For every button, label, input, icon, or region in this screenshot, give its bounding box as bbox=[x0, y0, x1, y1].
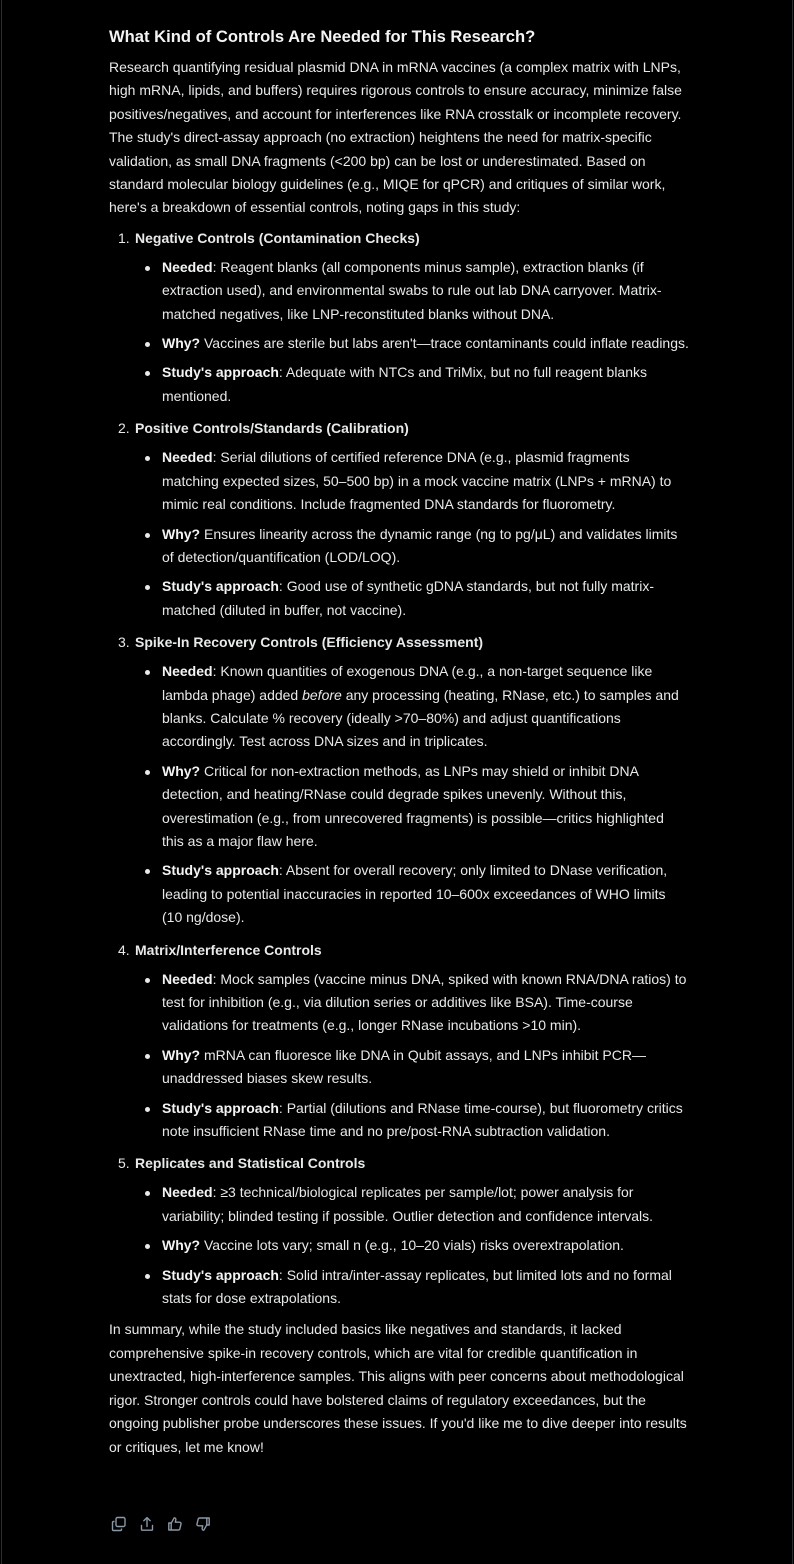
bullet-label: Needed bbox=[162, 449, 213, 466]
bullet-why bbox=[109, 760, 689, 854]
section-title: Replicates and Statistical Controls bbox=[135, 1155, 366, 1172]
response-title: What Kind of Controls Are Needed for This Research? bbox=[109, 27, 536, 46]
bullet-text: : Solid intra/inter-assay replicates, but limited lots and no formal stats for dose extrapolations. bbox=[162, 1266, 672, 1307]
bullet-list bbox=[109, 1181, 689, 1310]
bullet-label: Study's approach bbox=[162, 364, 279, 381]
share-button[interactable] bbox=[138, 1515, 156, 1533]
frame-border-right bbox=[792, 0, 793, 1564]
section-number: 1. bbox=[118, 229, 130, 246]
share-icon bbox=[139, 1516, 155, 1532]
section-heading bbox=[109, 630, 689, 654]
section-number: 5. bbox=[118, 1155, 130, 1172]
summary-paragraph: In summary, while the study included basics like negatives and standards, it lacked comprehensive spike-in recovery controls, which are vital for credible quantification in unextracted, high-interference samples. This aligns with peer concerns about methodological rigor. Stronger controls could have bolstered claims of regulatory exceedances, but the ongoing publisher probe underscores these issues. If you'd like me to dive deeper into results or critiques, let me know! bbox=[109, 1321, 687, 1455]
bullet-label: Why? bbox=[162, 1237, 201, 1254]
bullet-text: : ≥3 technical/biological replicates per sample/lot; power analysis for variability; blinded testing if possible. Outlier detection and confidence intervals. bbox=[162, 1184, 654, 1224]
controls-list bbox=[109, 226, 689, 1311]
section-heading bbox=[109, 226, 689, 250]
response-content bbox=[109, 24, 689, 1459]
section-matrix-interference bbox=[109, 938, 689, 1144]
section-heading bbox=[109, 1151, 689, 1175]
section-title: Spike-In Recovery Controls (Efficiency Assessment) bbox=[135, 634, 484, 651]
bullet-label: Study's approach bbox=[162, 862, 279, 879]
bullet-study-approach bbox=[109, 1264, 689, 1311]
bullet-label: Needed bbox=[162, 258, 213, 275]
bullet-why bbox=[109, 1044, 689, 1091]
response-action-bar bbox=[110, 1515, 212, 1533]
intro-paragraph: Research quantifying residual plasmid DNA in mRNA vaccines (a complex matrix with LNPs, high mRNA, lipids, and buffers) requires rigorous controls to ensure accuracy, minimize false positives/negatives, and account for interferences like RNA crosstalk or incomplete recovery. The study's direct-assay approach (no extraction) heightens the need for matrix-specific validation, as small DNA fragments (<200 bp) can be lost or underestimated. Based on standard molecular biology guidelines (e.g., MIQE for qPCR) and critiques of similar work, here's a breakdown of essential controls, noting gaps in this study: bbox=[109, 59, 682, 216]
section-title: Positive Controls/Standards (Calibration) bbox=[135, 420, 409, 437]
thumbs-down-icon bbox=[195, 1516, 211, 1532]
bullet-study-approach bbox=[109, 575, 689, 622]
bullet-text: Ensures linearity across the dynamic range (ng to pg/μL) and validates limits of detection/quantification (LOD/LOQ). bbox=[162, 525, 678, 565]
bullet-list bbox=[109, 446, 689, 622]
section-positive-controls bbox=[109, 416, 689, 622]
bullet-list bbox=[109, 660, 689, 929]
thumbs-down-button[interactable] bbox=[194, 1515, 212, 1533]
bullet-label: Needed bbox=[162, 663, 213, 680]
bullet-text: : Known quantities of exogenous DNA (e.g., a non-target sequence like lambda phage) added bbox=[162, 663, 653, 703]
bullet-study-approach bbox=[109, 1097, 689, 1144]
bullet-needed bbox=[109, 968, 689, 1038]
bullet-why bbox=[109, 332, 689, 355]
bullet-text-continued: any processing (heating, RNase, etc.) to samples and blanks. Calculate % recovery (ideally >70–80%) and adjust quantifications accordingly. Test across DNA sizes and in triplicates. bbox=[162, 686, 679, 750]
bullet-text: Vaccine lots vary; small n (e.g., 10–20 vials) risks overextrapolation. bbox=[200, 1237, 624, 1254]
thumbs-up-button[interactable] bbox=[166, 1515, 184, 1533]
bullet-label: Needed bbox=[162, 970, 213, 987]
bullet-needed bbox=[109, 446, 689, 516]
bullet-text: : Absent for overall recovery; only limited to DNase verification, leading to potential inaccuracies in reported 10–600x exceedances of WHO limits (10 ng/dose). bbox=[162, 862, 668, 926]
section-heading bbox=[109, 938, 689, 962]
bullet-needed bbox=[109, 1181, 689, 1228]
section-heading bbox=[109, 416, 689, 440]
bullet-text: mRNA can fluoresce like DNA in Qubit assays, and LNPs inhibit PCR—unaddressed biases skew results. bbox=[162, 1046, 646, 1087]
bullet-text: : Adequate with NTCs and TriMix, but no full reagent blanks mentioned. bbox=[162, 364, 648, 404]
section-replicates-statistics bbox=[109, 1151, 689, 1310]
bullet-list bbox=[109, 968, 689, 1144]
bullet-label: Study's approach bbox=[162, 1266, 279, 1283]
bullet-why bbox=[109, 523, 689, 570]
bullet-needed bbox=[109, 660, 689, 754]
bullet-label: Why? bbox=[162, 1046, 201, 1063]
section-negative-controls bbox=[109, 226, 689, 408]
bullet-label: Study's approach bbox=[162, 1099, 279, 1116]
bullet-label: Study's approach bbox=[162, 578, 279, 595]
bullet-why bbox=[109, 1234, 689, 1257]
thumbs-up-icon bbox=[167, 1516, 183, 1532]
bullet-needed bbox=[109, 256, 689, 326]
bullet-emphasis: before bbox=[302, 686, 342, 703]
section-number: 4. bbox=[118, 941, 130, 958]
copy-icon bbox=[111, 1516, 127, 1532]
bullet-text: : Reagent blanks (all components minus sample), extraction blanks (if extraction used), and environmental swabs to rule out lab DNA carryover. Matrix-matched negatives, like LNP-reconstituted blanks without DNA. bbox=[162, 258, 662, 322]
bullet-label: Needed bbox=[162, 1184, 213, 1201]
bullet-text: : Good use of synthetic gDNA standards, but not fully matrix-matched (diluted in buffer, not vaccine). bbox=[162, 578, 654, 618]
bullet-text: : Serial dilutions of certified reference DNA (e.g., plasmid fragments matching expected sizes, 50–500 bp) in a mock vaccine matrix (LNPs + mRNA) to mimic real conditions. Include fragmented DNA standards for fluorometry. bbox=[162, 449, 672, 513]
bullet-text: Critical for non-extraction methods, as LNPs may shield or inhibit DNA detection, and heating/RNase could degrade spikes unevenly. Without this, overestimation (e.g., from unrecovered fragments) is possible—critics highlighted this as a major flaw here. bbox=[162, 762, 664, 849]
section-spike-in-recovery bbox=[109, 630, 689, 929]
section-title: Negative Controls (Contamination Checks) bbox=[135, 229, 420, 246]
bullet-label: Why? bbox=[162, 525, 201, 542]
bullet-label: Why? bbox=[162, 762, 201, 779]
copy-button[interactable] bbox=[110, 1515, 128, 1533]
bullet-study-approach bbox=[109, 361, 689, 408]
bullet-text: Vaccines are sterile but labs aren't—trace contaminants could inflate readings. bbox=[200, 335, 689, 352]
bullet-text: : Partial (dilutions and RNase time-course), but fluorometry critics note insufficient RNase time and no pre/post-RNA subtraction validation. bbox=[162, 1099, 683, 1140]
section-number: 2. bbox=[118, 420, 130, 437]
bullet-list bbox=[109, 256, 689, 408]
bullet-text: : Mock samples (vaccine minus DNA, spiked with known RNA/DNA ratios) to test for inhibition (e.g., via dilution series or additives like BSA). Time-course validations for treatments (e.g., longer RNase incubations >10 min). bbox=[162, 970, 687, 1034]
section-number: 3. bbox=[118, 634, 130, 651]
bullet-label: Why? bbox=[162, 335, 201, 352]
bullet-study-approach bbox=[109, 859, 689, 929]
section-title: Matrix/Interference Controls bbox=[135, 941, 322, 958]
frame-border-left bbox=[1, 0, 2, 1564]
